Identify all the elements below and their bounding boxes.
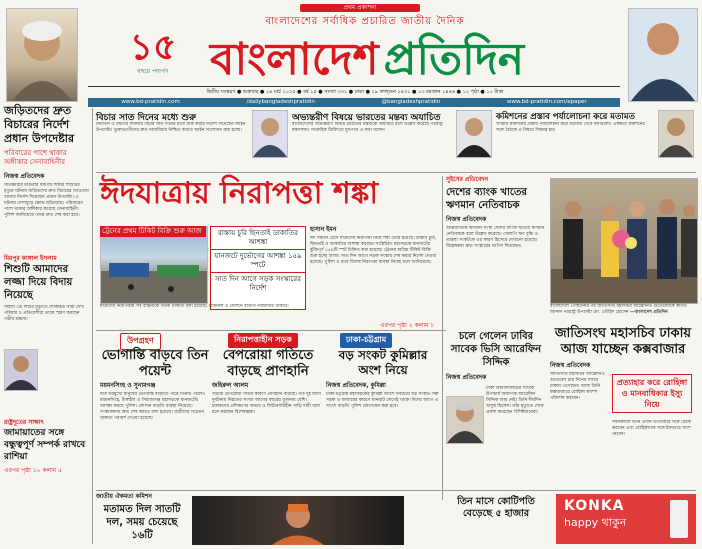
konka-ad bbox=[556, 494, 696, 544]
story2-title: শিশুটি আমাদের লজ্জা দিয়ে বিদায় নিয়েছে bbox=[4, 264, 73, 301]
masthead-title bbox=[210, 26, 610, 86]
strip-story2-title: অভ্যন্তরীণ বিষয়ে ভারতের মন্তব্য অযাচিত bbox=[292, 113, 441, 123]
left-column: জড়িতদের দ্রুত বিচারের নির্দেশ প্রধান উপদেষ্টার পরিবারের পাশে থাকার অঙ্গীকার সেনাবাহিনীর নিজস্ব প্রতিবেদক সাতক্ষীরার মাগুরায় ধর্ষণের শিকার শিশুটির মৃত্যুর ঘটনায় জড়িতদের দ্রুত বিচারের আওতায় আনার নির্দেশ দিয়েছেন প্রধান উপদেষ্টা। এ ঘটনায় দেশজুড়ে ক্ষোভ ছড়িয়েছে। পরিবারের পাশে থাকার অঙ্গীকার করেছে সেনাবাহিনী। পুলিশ জানিয়েছে তদন্ত দ্রুত শেষ করা হবে। মিরপুর কাঙ্গাল ইসলাম শিশুটি আমাদের লজ্জা দিয়ে বিদায় নিয়েছে সাহসী এই শিশুর মৃত্যুতে শোকাহত সারা দেশ। পরিবার ও প্রতিবেশীরা তাকে স্মরণ করছেন গভীর শ্রদ্ধায়। রাষ্ট্রদূতের সাক্ষাৎ জামায়াতের সঙ্গে বন্ধুত্বপূর্ণ সম্পর্ক রাখবে রাশিয়া এরপর পৃষ্ঠা ১০ কলাম ৫ bbox=[4, 104, 89, 474]
commission-label: জাতীয় ঐকমত্য কমিশন bbox=[96, 493, 153, 500]
lead-byline: হাসান ইমন bbox=[310, 226, 337, 233]
strip-photo-1 bbox=[252, 110, 288, 158]
row2-byline-3: নিজস্ব প্রতিবেদক, কুমিল্লা bbox=[326, 382, 386, 389]
story3-title: জামায়াতের সঙ্গে বন্ধুত্বপূর্ণ সম্পর্ক রাখবে রাশিয়া bbox=[4, 428, 86, 462]
lead-photo bbox=[100, 226, 208, 304]
issue-badge bbox=[108, 28, 198, 78]
left-continued: এরপর পৃষ্ঠা ১০ কলাম ৫ bbox=[4, 467, 63, 474]
title-red: বাংলাদেশ bbox=[210, 34, 379, 85]
lead-bullets-box bbox=[210, 226, 306, 310]
tagline-top: প্রথম প্রকাশনা bbox=[300, 4, 420, 12]
lead-bullet-4: সাত দিন আগে সড়ক সংস্কারের নির্দেশ bbox=[215, 275, 301, 292]
story1-title: জড়িতদের দ্রুত বিচারের নির্দেশ প্রধান উপদেষ্টার bbox=[4, 104, 75, 145]
strip-story1-title: বিচার সাত দিনের মধ্যে শুরু bbox=[96, 113, 197, 123]
un-photo bbox=[550, 178, 698, 304]
row2-byline-1: ময়মনসিংহ ও সুনামগঞ্জ bbox=[100, 382, 156, 389]
issue-number: ১৫ bbox=[129, 27, 177, 68]
story1-sub: পরিবারের পাশে থাকার অঙ্গীকার সেনাবাহিনীর bbox=[4, 149, 67, 166]
un-photo-caption bbox=[550, 304, 696, 322]
top-strip: বিচার সাত দিনের মধ্যে শুরু নির্যাতন ও ধর্ষণের মামলার বিচার সাত দিনের মধ্যে শুরু করার নির্দেশ দিয়েছেন আইন উপদেষ্টা। ভুক্তভোগীদের দ্রুত ন্যায়বিচার নিশ্চিত করতে আইন সংশোধন করা হচ্ছে। অভ্যন্তরীণ বিষয়ে ভারতের মন্তব্য অযাচিত বাংলাদেশের অভ্যন্তরীণ বিষয়ে ভারতের মন্তব্যকে অযাচিত বলে উল্লেখ করেছে পররাষ্ট্র মন্ত্রণালয়। সাপ্তাহিক ব্রিফিংয়ে মুখপাত্র এ কথা বলেন। কমিশনের প্রস্তাব পর্যালোচনা করে মতামত সংস্কার কমিশনের প্রস্তাব পর্যালোচনা করে মতামত দেবে দলগুলো। ঐকমত্য কমিশনের সঙ্গে বৈঠকে এ বিষয়ে সিদ্ধান্ত হয়। bbox=[96, 110, 696, 170]
un-highlight-box: প্রত্যাহার করে রোহিঙ্গা ও মানবাধিকার ইস্যু নিয়ে bbox=[612, 374, 692, 413]
row2-title-4: চলে গেলেন ঢাবির সাবেক ভিসি আরেফিন সিদ্দিক bbox=[450, 331, 542, 368]
lead-body: ঈদ সামনে রেখে যাত্রীদের নিরাপত্তা নিয়ে শঙ্কা তৈরি হয়েছে। রাস্তায় চুরি, ছিনতাই ও ডাকাতির আশঙ্কা করছেন সংশ্লিষ্টরা। মহাসড়কে যানজটের ঝুঁকিপূর্ণ ১৫৯টি স্পট চিহ্নিত করা হয়েছে। ট্রেনের অগ্রিম টিকিট বিক্রি শুরু হচ্ছে আজ। সাত দিন আগে সড়ক সংস্কার শেষ করার নির্দেশ দেওয়া হয়েছে। পুলিশ ও র‍্যাব বিশেষ নিরাপত্তা ব্যবস্থা নিচ্ছে বলে জানিয়েছে। bbox=[310, 236, 437, 265]
epaper-link[interactable]: www.bd-pratidin.com/epaper bbox=[506, 99, 587, 105]
un-caption-text: বাংলাদেশে পৌঁছানোর পর জাতিসংঘ মহাসচিব আন্তোনিও গুতেরেসকে স্বাগত জানান পররাষ্ট্র উপদেষ্টা মো. তৌহিদ হোসেন bbox=[550, 304, 687, 315]
tag-3: ঢাকা-চট্টগ্রাম bbox=[340, 333, 392, 348]
right-top-story: সুইসের প্রতিবেদন দেশের ব্যাংক খাতের ঋণমান নেতিবাচক নিজস্ব প্রতিবেদক আন্তর্জাতিক ঋণমান সংস্থা দেশের ব্যাংক খাতের ঋণমান নেতিবাচক বলে উল্লেখ করেছে। খেলাপি ঋণ বৃদ্ধি ও তারল্য সংকটকে এর কারণ হিসেবে দেখানো হয়েছে। বিশ্লেষকরা দ্রুত সংস্কারের তাগিদ দিয়েছেন। bbox=[446, 176, 545, 249]
top-left-portrait bbox=[6, 8, 78, 102]
story3-kicker: রাষ্ট্রদূতের সাক্ষাৎ bbox=[4, 419, 44, 426]
story2-kicker: মিরপুর কাঙ্গাল ইসলাম bbox=[4, 255, 57, 262]
ad-appliance-icon bbox=[670, 500, 688, 538]
lead-body-left: যাত্রীদের নিরাপত্তায় সব বাহিনীকে সতর্ক থাকতে বলা হয়েছে। টার্মিনাল ও স্টেশনে বাড়তি নজরদারি থাকবে। bbox=[100, 304, 289, 309]
tag-2: নিরাপত্তাহীন সড়ক bbox=[228, 333, 298, 348]
vc-portrait bbox=[446, 396, 484, 444]
social-bar bbox=[88, 98, 620, 107]
tagline: বাংলাদেশের সর্বাধিক প্রচারিত জাতীয় দৈনিক bbox=[265, 16, 465, 27]
un-caption-credit: —বাংলাদেশ প্রতিদিন bbox=[630, 310, 668, 315]
story1-byline: নিজস্ব প্রতিবেদক bbox=[4, 173, 45, 180]
right-byline: নিজস্ব প্রতিবেদক bbox=[446, 216, 487, 223]
right-title: দেশের ব্যাংক খাতের ঋণমান নেতিবাচক bbox=[446, 187, 527, 211]
right-kicker: সুইসের প্রতিবেদন bbox=[446, 176, 489, 183]
row2-title-1: ভোগান্তি বাড়বে তিন পয়েন্ট bbox=[101, 348, 209, 379]
ad-slogan: happy থাকুন bbox=[564, 516, 627, 529]
lead-bullet-2: রাস্তায় চুরি ছিনতাই ডাকাতির আশঙ্কা bbox=[211, 227, 305, 250]
title-green: প্রতিদিন bbox=[383, 34, 525, 85]
bottom-photo bbox=[192, 496, 404, 545]
twitter-link[interactable]: @bangladeshpratidin bbox=[381, 99, 441, 105]
row2-byline-4: নিজস্ব প্রতিবেদক bbox=[446, 374, 487, 381]
row2-title-2: বেপরোয়া গতিতে বাড়ছে প্রাণহানি bbox=[222, 348, 314, 379]
strip-photo-2 bbox=[456, 110, 492, 158]
ad-brand: KONKA bbox=[564, 498, 625, 514]
row2-title-5: জাতিসংঘ মহাসচিব ঢাকায় আজ যাচ্ছেন কক্সবাজার bbox=[554, 326, 692, 357]
bottom-title-2: তিন মাসে কোটিপতি বেড়েছে ৫ হাজার bbox=[457, 496, 535, 519]
row2-title-3: বড় সংকট কুমিল্লার অংশ নিয়ে bbox=[338, 348, 428, 377]
lead-headline: ঈদযাত্রায় নিরাপত্তা শঙ্কা bbox=[100, 176, 379, 211]
bottom-title-1: মতামত দিল সাতটি দল, সময় চেয়েছে ১৬টি bbox=[103, 504, 181, 541]
lead-bullet-1: ট্রেনের প্রথম টিকিট বিক্রি শুরু আজ bbox=[100, 226, 206, 237]
strip-story3-title: কমিশনের প্রস্তাব পর্যালোচনা করে মতামত bbox=[496, 112, 635, 122]
dateline: দ্বিতীয় সংস্করণ ● শুক্রবার ● ১৪ মার্চ ২০২৫ ● বর্ষ ১৫ ● সংখ্যা ৩৩২ ● ঢাকা ● ২৯ ফাল্গুন ১৪৩১ ● ১৩ রমজান ১৪৪৬ ● ১২ পৃষ্ঠা ● ১০ টাকা bbox=[206, 89, 504, 95]
lead-continued: এরপর পৃষ্ঠা ২ কলাম ১ bbox=[380, 322, 435, 329]
website-link[interactable]: www.bd-pratidin.com bbox=[121, 99, 180, 105]
issue-caption: বছরে পদার্পণ bbox=[137, 68, 169, 75]
top-right-portrait bbox=[628, 8, 698, 102]
left-column-portrait bbox=[4, 349, 38, 391]
facebook-link[interactable]: /dailybangladeshpratidin bbox=[246, 99, 315, 105]
strip-photo-3 bbox=[658, 110, 694, 158]
row2-byline-2: জহিরুল আলম bbox=[212, 382, 249, 389]
row2-byline-5: নিজস্ব প্রতিবেদক bbox=[550, 362, 591, 369]
lead-bullet-3: যানজটে দুর্ভোগের আশঙ্কা ১৫৯ স্পটে bbox=[211, 250, 305, 273]
tag-1: উপগ্রহণ bbox=[120, 333, 161, 350]
